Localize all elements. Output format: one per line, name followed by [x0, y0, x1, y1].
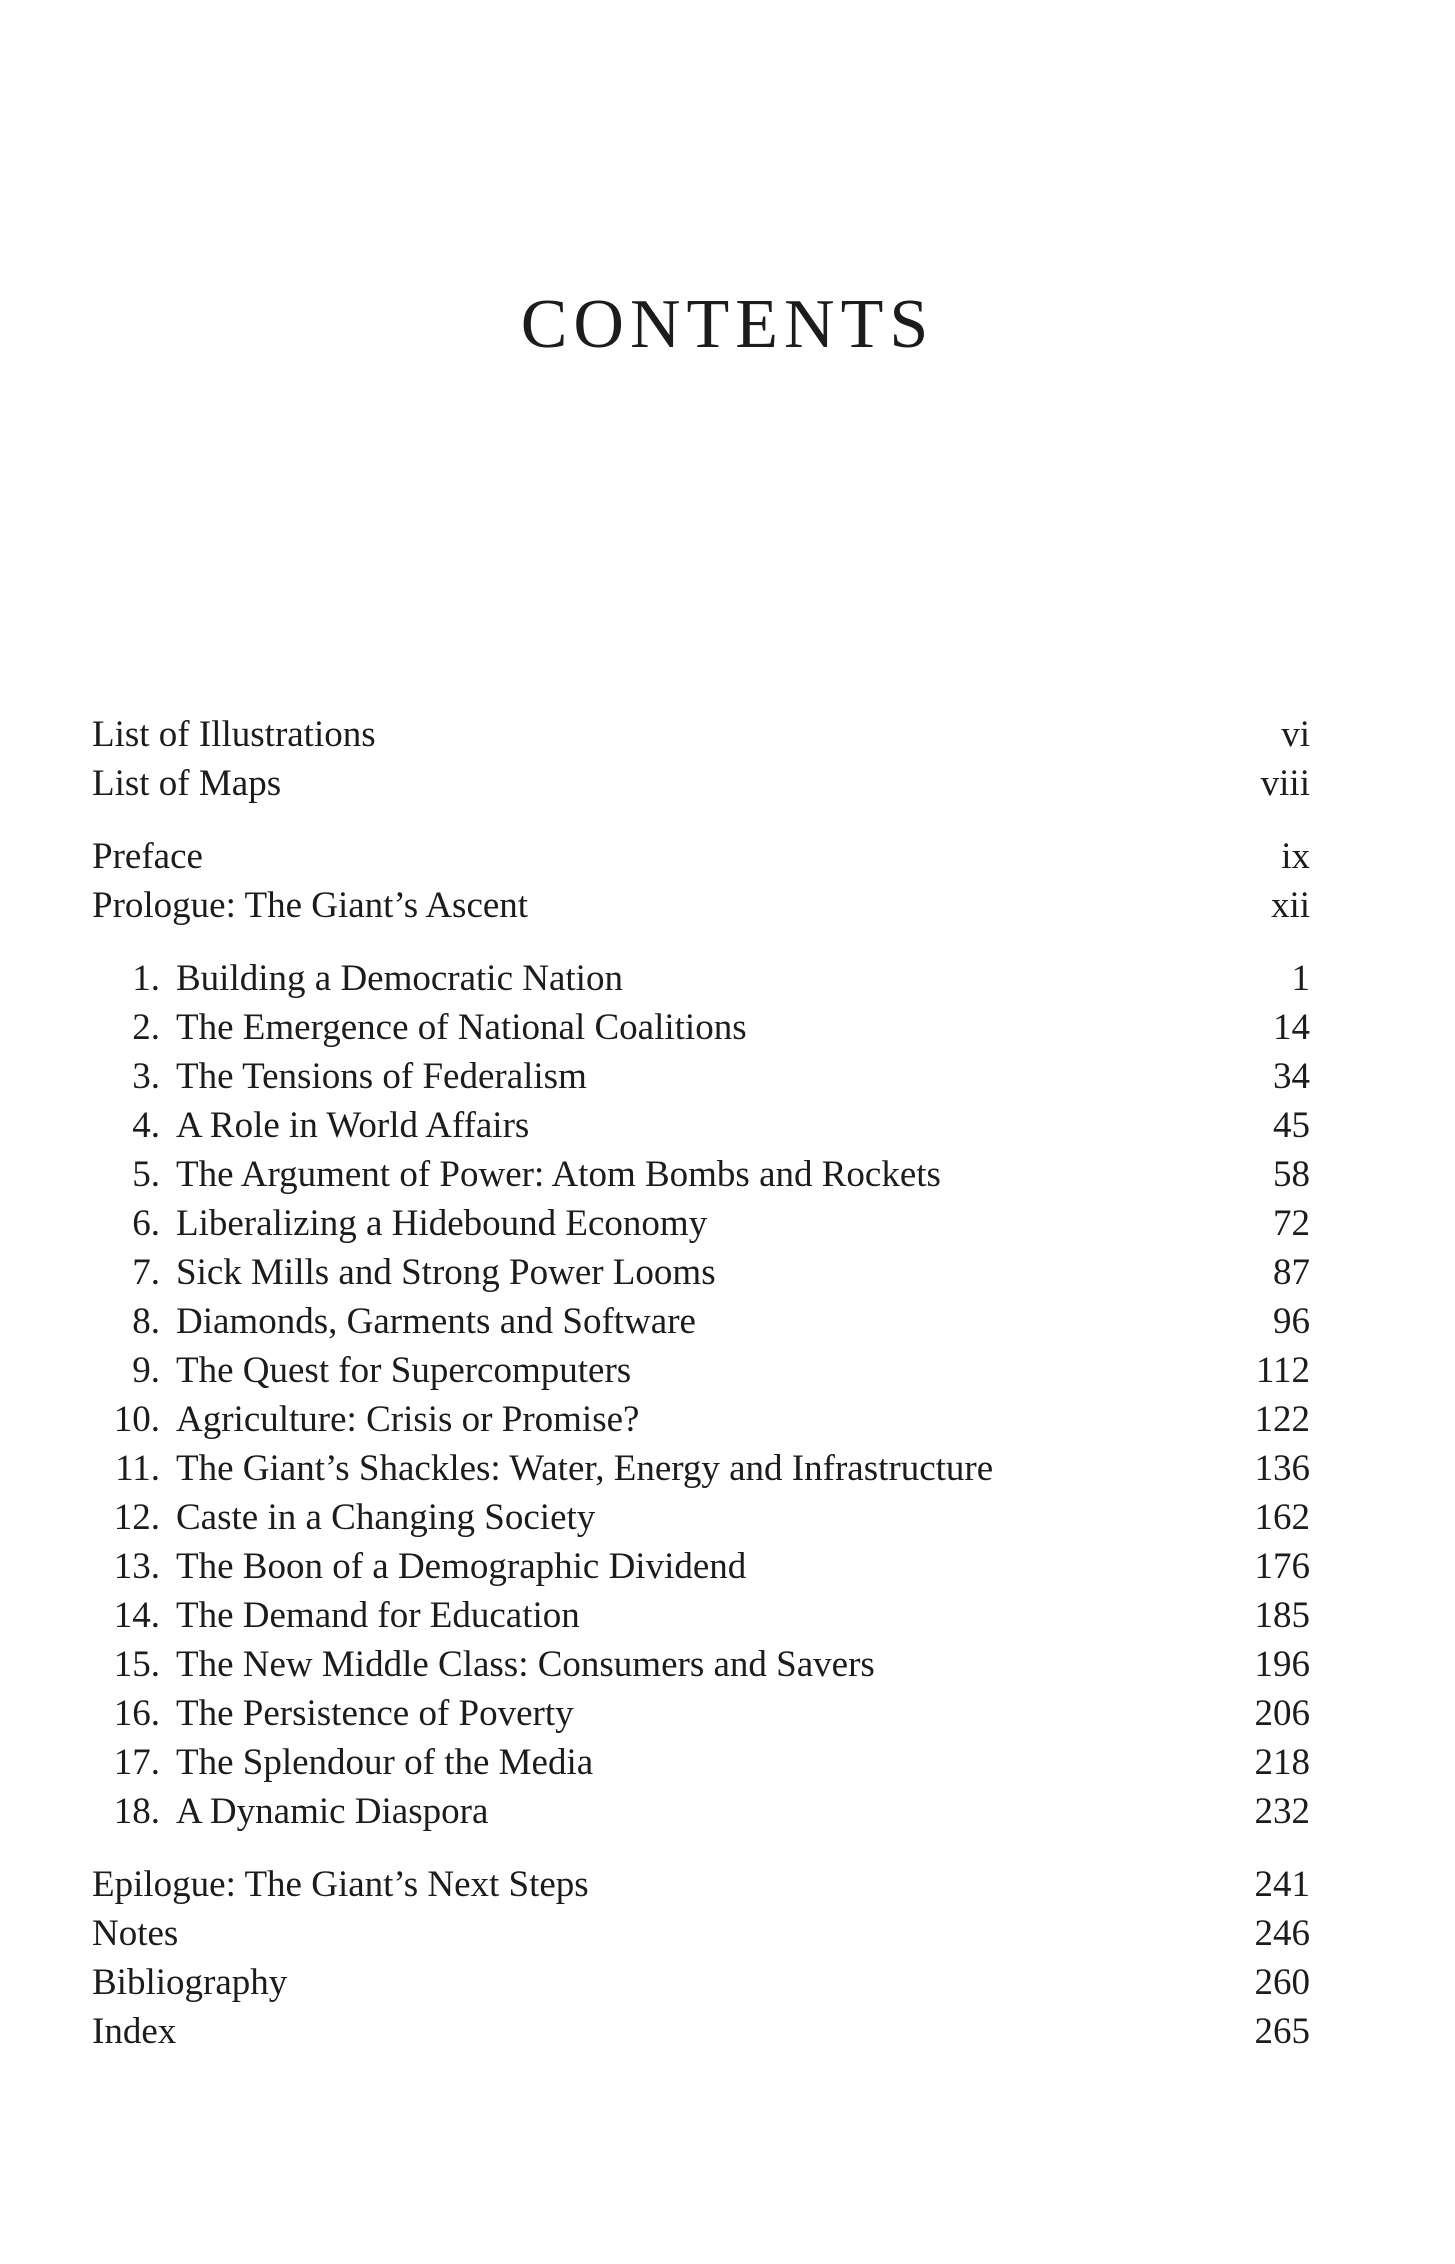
- toc-entry-label: List of Illustrations: [92, 714, 376, 755]
- toc-entry-page: 265: [1254, 2011, 1310, 2052]
- toc-entry-page: 241: [1254, 1864, 1310, 1905]
- chapter-entry[interactable]: [92, 1150, 1310, 1199]
- toc-entry-label: Index: [92, 2011, 177, 2052]
- page-title: CONTENTS: [520, 286, 935, 363]
- chapter-page: 218: [1254, 1742, 1310, 1783]
- chapter-entry[interactable]: [92, 1444, 1310, 1493]
- chapter-title: A Role in World Affairs: [176, 1105, 530, 1146]
- toc-entry-page: 246: [1254, 1913, 1310, 1954]
- toc-entry-label: Epilogue: The Giant’s Next Steps: [92, 1864, 589, 1905]
- toc-entry-page: 260: [1254, 1962, 1310, 2003]
- chapter-title: The Demand for Education: [176, 1595, 580, 1636]
- chapter-page: 162: [1254, 1497, 1310, 1538]
- toc-entry-page: viii: [1260, 763, 1310, 804]
- chapter-entry[interactable]: [92, 1493, 1310, 1542]
- chapter-number: 10.: [113, 1399, 160, 1440]
- toc-entry[interactable]: [92, 881, 1310, 930]
- chapter-page: 176: [1254, 1546, 1310, 1587]
- chapter-title: The Tensions of Federalism: [176, 1056, 587, 1097]
- chapter-entry[interactable]: [92, 1101, 1310, 1150]
- chapter-entry[interactable]: [92, 1003, 1310, 1052]
- chapter-entry[interactable]: [92, 1640, 1310, 1689]
- toc-entry-label: List of Maps: [92, 763, 282, 804]
- chapter-entry[interactable]: [92, 1591, 1310, 1640]
- chapter-number: 18.: [113, 1791, 160, 1832]
- chapter-entry[interactable]: [92, 954, 1310, 1003]
- table-of-contents: [92, 710, 1310, 2056]
- chapter-page: 122: [1254, 1399, 1310, 1440]
- chapter-entry[interactable]: [92, 1052, 1310, 1101]
- chapter-title: Building a Democratic Nation: [176, 958, 623, 999]
- chapter-page: 196: [1254, 1644, 1310, 1685]
- chapter-number: 3.: [132, 1056, 160, 1097]
- chapter-page: 136: [1254, 1448, 1310, 1489]
- chapter-entry[interactable]: [92, 1395, 1310, 1444]
- back-matter-group: [92, 1860, 1310, 2056]
- chapter-page: 112: [1255, 1350, 1310, 1391]
- chapter-number: 9.: [132, 1350, 160, 1391]
- chapter-page: 45: [1273, 1105, 1310, 1146]
- chapter-page: 1: [1291, 958, 1310, 999]
- chapter-title: Diamonds, Garments and Software: [176, 1301, 696, 1342]
- chapter-page: 185: [1254, 1595, 1310, 1636]
- chapter-title: Sick Mills and Strong Power Looms: [176, 1252, 716, 1293]
- chapter-number: 5.: [132, 1154, 160, 1195]
- chapter-page: 96: [1273, 1301, 1310, 1342]
- chapter-title: The Boon of a Demographic Dividend: [176, 1546, 747, 1587]
- chapter-title: The Splendour of the Media: [176, 1742, 594, 1783]
- toc-entry[interactable]: [92, 1860, 1310, 1909]
- chapter-page: 87: [1273, 1252, 1310, 1293]
- toc-entry-label: Bibliography: [92, 1962, 288, 2003]
- chapter-title: The Quest for Supercomputers: [176, 1350, 632, 1391]
- toc-entry[interactable]: [92, 1909, 1310, 1958]
- chapters-group: [92, 954, 1310, 1836]
- toc-entry-page: xii: [1270, 885, 1310, 926]
- chapter-number: 16.: [113, 1693, 160, 1734]
- toc-entry-page: vi: [1281, 714, 1310, 755]
- chapter-number: 8.: [132, 1301, 160, 1342]
- toc-entry-label: Prologue: The Giant’s Ascent: [92, 885, 529, 926]
- chapter-title: The Giant’s Shackles: Water, Energy and Infrastructure: [176, 1448, 994, 1489]
- toc-entry-page: ix: [1281, 836, 1310, 877]
- chapter-entry[interactable]: [92, 1297, 1310, 1346]
- chapter-entry[interactable]: [92, 1738, 1310, 1787]
- chapter-title: Liberalizing a Hidebound Economy: [176, 1203, 708, 1244]
- chapter-page: 72: [1273, 1203, 1310, 1244]
- chapter-entry[interactable]: [92, 1689, 1310, 1738]
- chapter-number: 4.: [132, 1105, 160, 1146]
- chapter-entry[interactable]: [92, 1248, 1310, 1297]
- chapter-number: 6.: [132, 1203, 160, 1244]
- chapter-number: 14.: [113, 1595, 160, 1636]
- toc-entry[interactable]: [92, 1958, 1310, 2007]
- toc-entry-label: Preface: [92, 836, 203, 877]
- chapter-number: 11.: [115, 1448, 160, 1489]
- front-matter-group-2: [92, 832, 1310, 930]
- toc-entry-label: Notes: [92, 1913, 179, 1954]
- chapter-number: 1.: [132, 958, 160, 999]
- toc-entry[interactable]: [92, 832, 1310, 881]
- front-matter-group-1: [92, 710, 1310, 808]
- chapter-page: 14: [1273, 1007, 1310, 1048]
- chapter-page: 34: [1273, 1056, 1310, 1097]
- chapter-number: 17.: [113, 1742, 160, 1783]
- chapter-entry[interactable]: [92, 1542, 1310, 1591]
- chapter-title: The Emergence of National Coalitions: [176, 1007, 747, 1048]
- chapter-number: 2.: [132, 1007, 160, 1048]
- toc-entry[interactable]: [92, 759, 1310, 808]
- chapter-number: 12.: [113, 1497, 160, 1538]
- toc-entry[interactable]: [92, 2007, 1310, 2056]
- chapter-title: The Argument of Power: Atom Bombs and Rockets: [176, 1154, 941, 1195]
- chapter-title: Agriculture: Crisis or Promise?: [176, 1399, 640, 1440]
- chapter-entry[interactable]: [92, 1787, 1310, 1836]
- toc-entry[interactable]: [92, 710, 1310, 759]
- chapter-entry[interactable]: [92, 1346, 1310, 1395]
- chapter-entry[interactable]: [92, 1199, 1310, 1248]
- chapter-title: The New Middle Class: Consumers and Savers: [176, 1644, 875, 1685]
- chapter-title: A Dynamic Diaspora: [176, 1791, 489, 1832]
- chapter-title: The Persistence of Poverty: [176, 1693, 574, 1734]
- chapter-title: Caste in a Changing Society: [176, 1497, 596, 1538]
- chapter-page: 232: [1254, 1791, 1310, 1832]
- chapter-page: 206: [1254, 1693, 1310, 1734]
- chapter-number: 15.: [113, 1644, 160, 1685]
- chapter-page: 58: [1273, 1154, 1310, 1195]
- chapter-number: 13.: [113, 1546, 160, 1587]
- chapter-number: 7.: [132, 1252, 160, 1293]
